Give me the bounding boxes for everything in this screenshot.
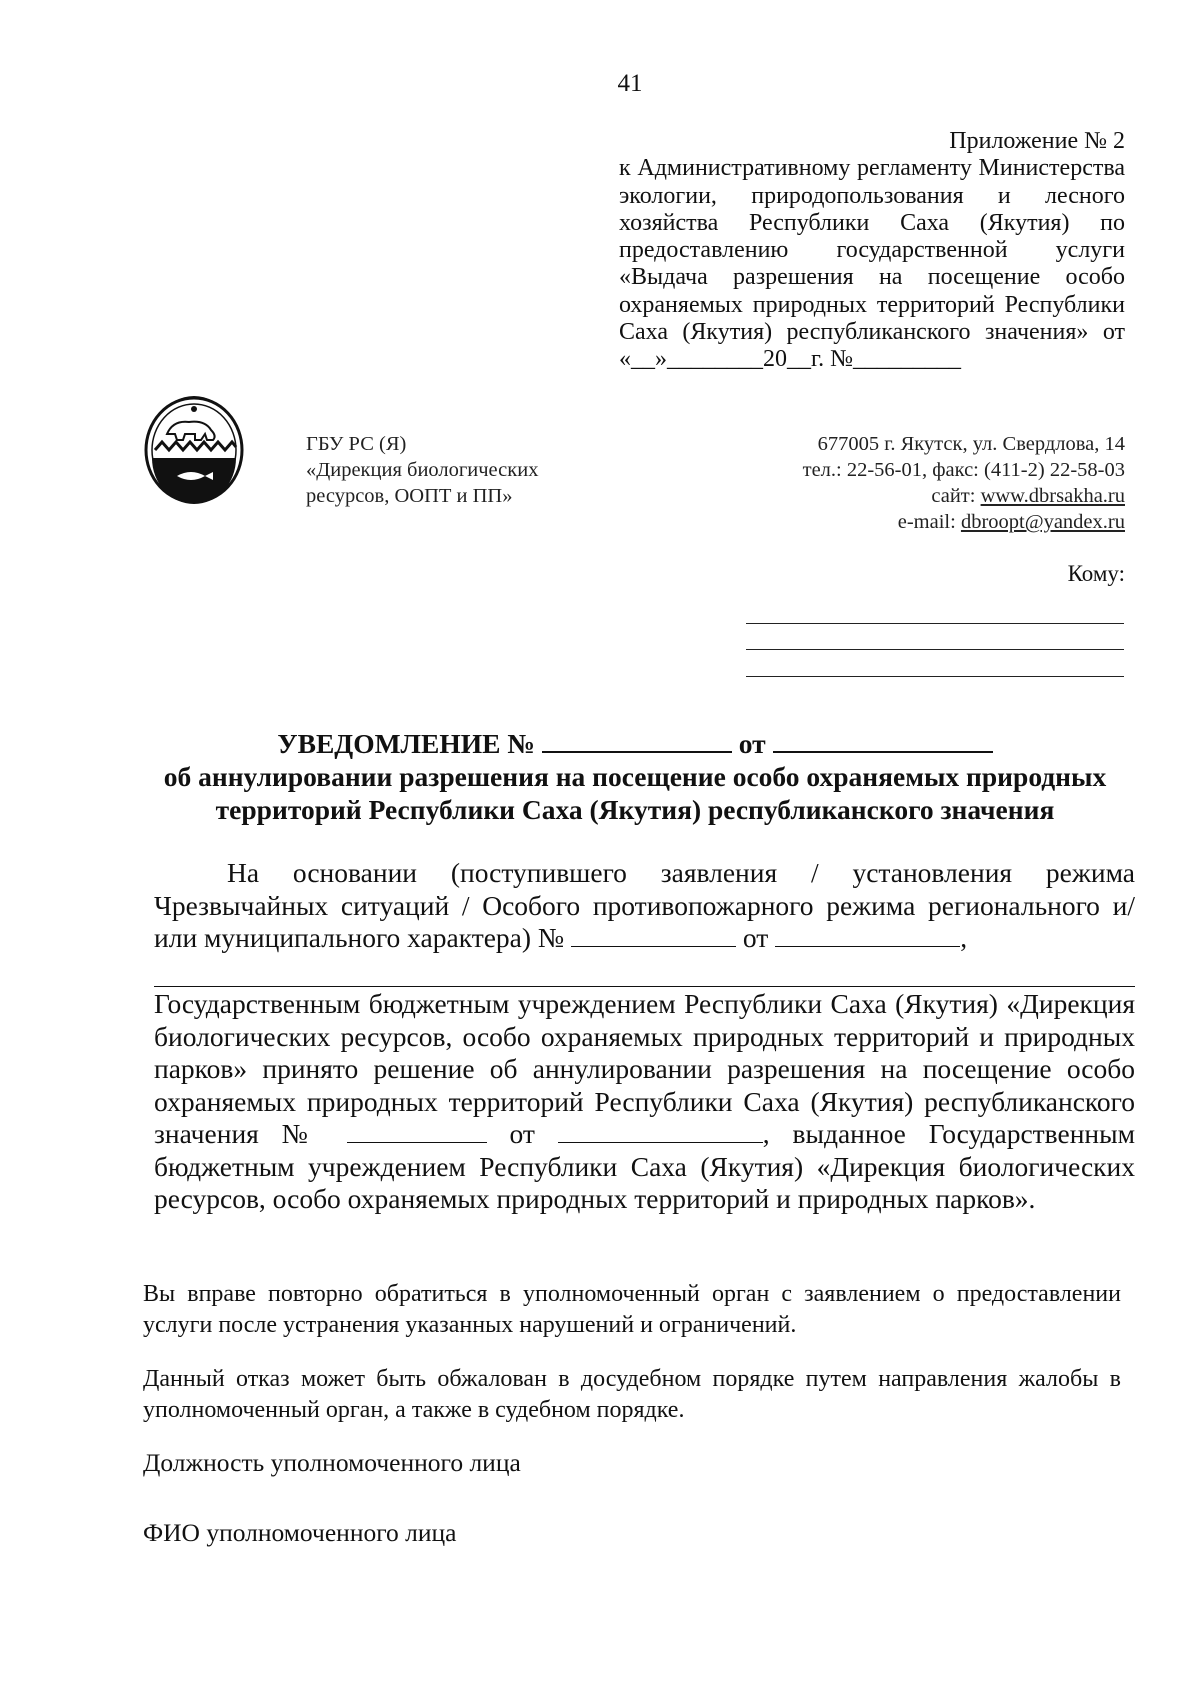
- page-number: 41: [617, 70, 643, 97]
- site-link[interactable]: www.dbrsakha.ru: [980, 485, 1125, 507]
- contact-address: 677005 г. Якутск, ул. Свердлова, 14: [817, 433, 1125, 455]
- decision-number-blank: [347, 1120, 487, 1143]
- email-link[interactable]: dbroopt@yandex.ru: [960, 511, 1125, 533]
- notice-heading: УВЕДОМЛЕНИЕ №: [277, 728, 536, 759]
- basis-from: от: [742, 922, 769, 953]
- decision-date-blank: [558, 1120, 763, 1143]
- org-line-2: «Дирекция биологических: [306, 459, 539, 481]
- notice-subtitle-1: об аннулировании разрешения на посещение особо охраняемых природных: [163, 761, 1107, 792]
- basis-number-blank: [571, 924, 736, 947]
- notice-subtitle-2: территорий Республики Саха (Якутия) республиканского значения: [215, 794, 1055, 825]
- decision-from: от: [509, 1118, 535, 1149]
- contact-email: [650, 509, 1125, 535]
- contact-site: [650, 483, 1125, 509]
- basis-date-blank: [775, 924, 960, 947]
- contacts-block: [650, 431, 1125, 535]
- decision-text-1: Государственным бюджетным учреждением Республики Саха (Якутия) «Дирекция биологических ресурсов, особо охраняемых природных территорий и природных парков» принято решение об аннулировании разрешения на посещение особо охраняемых природных территорий Республики Саха (Якутия) республиканского значения №: [154, 988, 1135, 1149]
- notice-heading-line: [145, 725, 1125, 760]
- email-label: e-mail:: [897, 511, 956, 533]
- signature-position: Должность уполномоченного лица: [143, 1448, 521, 1477]
- paragraph-decision: [154, 988, 1135, 1216]
- contact-phone: тел.: 22-56-01, факс: (411-2) 22-58-03: [802, 459, 1125, 481]
- notice-title: [145, 725, 1125, 826]
- appendix-body: к Административному регламенту Министерства экологии, природопользования и лесного хозяйства Республики Саха (Якутия) по предоставлению государственной услуги «Выдача разрешения на посещение особо охраняемых природных территорий Республики Саха (Якутия) республиканского значения» от: [619, 155, 1125, 346]
- org-line-1: ГБУ РС (Я): [306, 433, 407, 455]
- organization-block: [306, 431, 538, 509]
- notice-from: от: [738, 728, 766, 759]
- decision-text-2: , выданное Государственным бюджетным учреждением Республики Саха (Якутия) «Дирекция биологических ресурсов, особо охраняемых природных территорий и природных парков».: [154, 1118, 1136, 1214]
- recipient-line-2: [746, 649, 1124, 650]
- paragraph-basis-text: На основании (поступившего заявления / установления режима Чрезвычайных ситуаций / Особого противопожарного режима регионального и/или муниципального характера) №: [154, 857, 1135, 953]
- notice-date-blank: [773, 725, 993, 753]
- recipient-line-1: [746, 623, 1124, 624]
- site-label: сайт:: [931, 485, 976, 507]
- signature-name: ФИО уполномоченного лица: [143, 1518, 457, 1547]
- org-line-3: ресурсов, ООПТ и ПП»: [306, 485, 513, 507]
- notice-number-blank: [542, 725, 732, 753]
- appendix-date-line: «__»________20__г. №_________: [619, 346, 962, 373]
- basis-full-line-blank: [154, 986, 1135, 987]
- recipient-label: Кому:: [1067, 561, 1125, 586]
- appendix-title: Приложение № 2: [949, 128, 1125, 154]
- emblem-icon: [143, 388, 245, 504]
- basis-comma: ,: [960, 922, 968, 953]
- paragraph-reapply: Вы вправе повторно обратиться в уполномоченный орган с заявлением о предоставлении услуги после устранения указанных нарушений и ограничений.: [143, 1281, 1121, 1338]
- appendix-block: [619, 128, 1125, 374]
- paragraph-basis: [154, 857, 1135, 955]
- paragraph-appeal: Данный отказ может быть обжалован в досудебном порядке путем направления жалобы в уполномоченный орган, а также в судебном порядке.: [143, 1366, 1121, 1423]
- recipient-line-3: [746, 676, 1124, 677]
